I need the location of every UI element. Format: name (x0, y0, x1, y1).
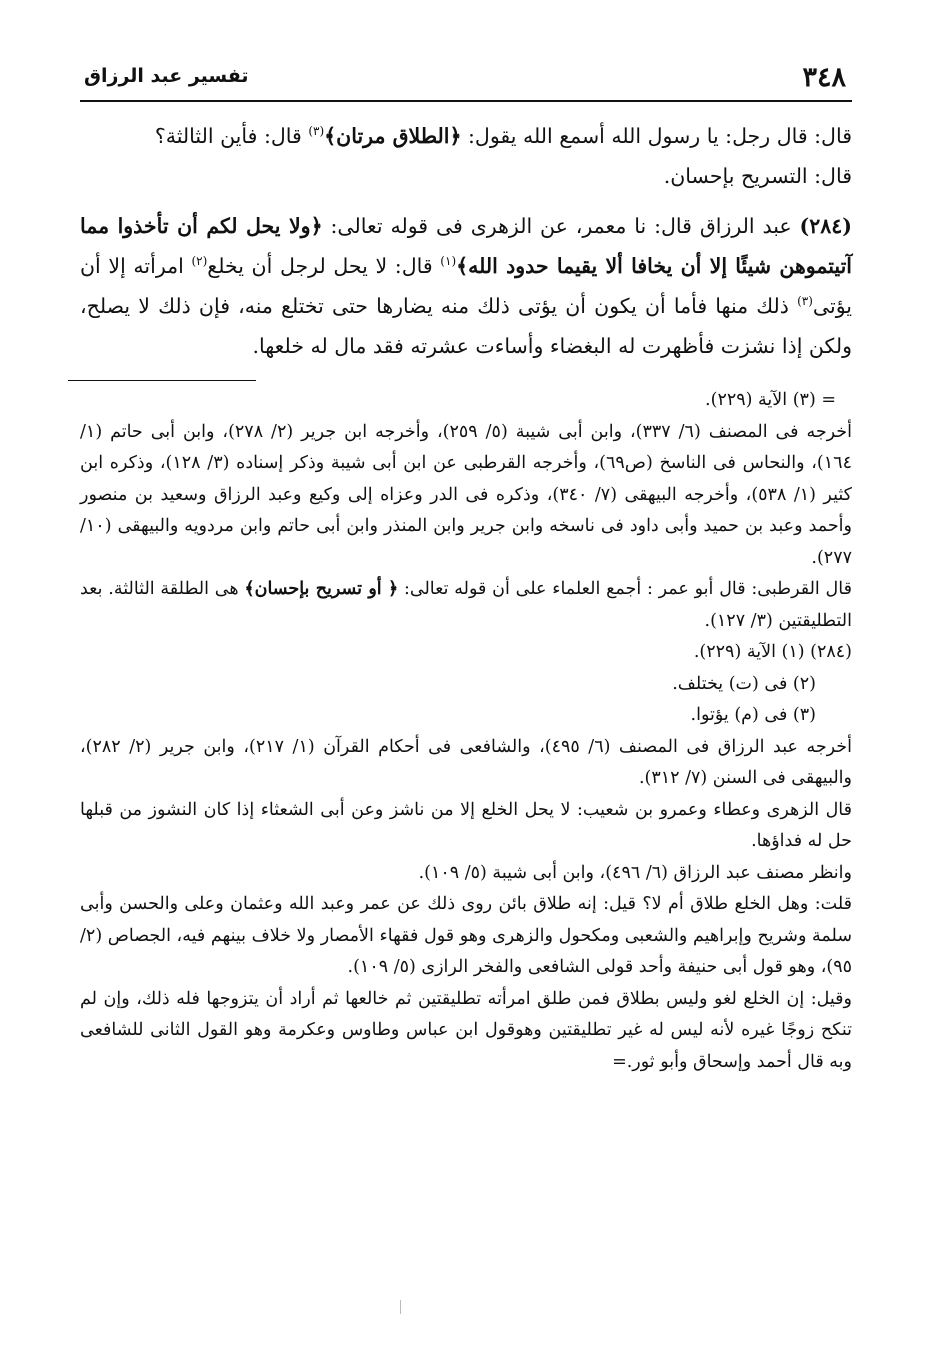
quran-verse: ﴿الطلاق مرتان﴾ (324, 124, 462, 148)
footnote-text: وانظر مصنف عبد الرزاق (٦/ ٤٩٦)، وابن أبى شيبة (٥/ ١٠٩). (418, 862, 852, 883)
main-paragraph-1 (80, 116, 852, 156)
main-text-segment: قال: قال رجل: يا رسول الله أسمع الله يقول: (461, 124, 852, 148)
main-text (80, 116, 852, 366)
main-text-segment: عبد الرزاق قال: نا معمر، عن الزهرى فى قوله تعالى: (322, 214, 800, 238)
hadith-number: (٢٨٤) (799, 214, 852, 238)
page-number: ٣٤٨ (802, 62, 846, 93)
footnote-ref: (١) (440, 254, 457, 269)
scan-mark (400, 1300, 401, 1314)
footnote-ref: (٢) (191, 254, 208, 269)
hadith-paragraph-284 (80, 206, 852, 366)
footnote-heading: (٢) فى (ت) يختلف. (672, 673, 816, 694)
footnote-heading: = (٣) الآية (٢٢٩). (705, 390, 836, 410)
main-paragraph-2 (80, 156, 852, 196)
running-title: تفسير عبد الرزاق (84, 65, 249, 87)
page-header (80, 50, 852, 102)
footnote-segment: قال القرطبى: قال أبو عمر : أجمع العلماء على أن قوله تعالى: (398, 579, 852, 599)
main-text-segment: قال: فأين الثالثة؟ (154, 124, 309, 148)
footnote-heading: (٣) فى (م) يؤتوا. (690, 705, 816, 725)
footnote-text: أخرجه عبد الرزاق فى المصنف (٦/ ٤٩٥)، والشافعى فى أحكام القرآن (١/ ٢١٧)، وابن جرير (٢/ ٢٨٢)، والبيهقى فى السنن (٧/ ٣١٢). (80, 736, 852, 788)
quran-verse: ﴿ولا يحل لكم أن تأخذوا مما آتيتموهن شيئًا إلا أن يخافا ألا يقيما حدود الله﴾ (80, 214, 852, 278)
main-text-segment: قال: لا يحل لرجل أن يخلع (207, 254, 441, 278)
footnote-segment: هى الطلقة الثالثة. بعد التطليقتين (٣/ ١٢٧). (80, 579, 852, 631)
footnote-text: قلت: وهل الخلع طلاق أم لا؟ قيل: إنه طلاق بائن روى ذلك عن عمر وعبد الله وعثمان وعلى والحسن وأبى سلمة وشريح وإبراهيم والشعبى ومكحول والزهرى وهو قول فقهاء الأمصار ولا خلاف بينهم فيه، الجصاص (٢/ ٩٥)، وهو قول أبى حنيفة وأحد قولى الشافعى والفخر الرازى (٥/ ١٠٩). (80, 894, 852, 977)
footnote-text (80, 574, 852, 637)
main-text-segment: ذلك منها فأما أن يكون أن يؤتى ذلك منه يضارها حتى تختلع منه، فإن ذلك لا يصلح، ولكن إذا نشزت فأظهرت له البغضاء وأساءت عشرته فقد مال له خلعها. (80, 294, 852, 358)
footnotes (80, 385, 852, 1078)
footnote-ref: (٣) (797, 294, 813, 309)
main-text-segment: قال: التسريح بإحسان. (663, 164, 852, 188)
footnote-ref: (٣) (308, 124, 325, 139)
quran-verse: ﴿ أو تسريح بإحسان﴾ (244, 579, 399, 599)
main-text-segment: امرأته إلا أن يؤتى (80, 254, 852, 318)
footnote-text: أخرجه فى المصنف (٦/ ٣٣٧)، وابن أبى شيبة (٥/ ٢٥٩)، وأخرجه ابن جرير (٢/ ٢٧٨)، وابن أبى حاتم (١/ ١٦٤)، والنحاس فى الناسخ (ص٦٩)، وأخرجه القرطبى عن ابن أبى شيبة وذكر إسناده (٣/ ١٢٨)، وذكره ابن كثير (١/ ٥٣٨)، وأخرجه البيهقى (٧/ ٣٤٠)، وذكره فى الدر وعزاه إلى وكيع وعبد الرزاق وسعيد بن منصور وأحمد وعبد بن حميد وأبى داود فى ناسخه وابن جرير وابن المنذر وابن أبى حاتم وابن مردويه والبيهقى (١٠/ ٢٧٧). (80, 421, 852, 568)
footnote-text: وقيل: إن الخلع لغو وليس بطلاق فمن طلق امرأته تطليقتين ثم خالعها ثم أراد أن يتزوجها فله ذلك، وإن لم تنكح زوجًا غيره لأنه ليس له غير تطليقتين وهوقول ابن عباس وطاوس وعكرمة وهو القول الثانى للشافعى وبه قال أحمد وإسحاق وأبو ثور.= (80, 988, 852, 1072)
footnote-heading: (٢٨٤) (١) الآية (٢٢٩). (693, 642, 852, 662)
book-page (80, 50, 852, 1078)
footnote-separator (68, 380, 256, 381)
footnote-text: قال الزهرى وعطاء وعمرو بن شعيب: لا يحل الخلع إلا من ناشز وعن أبى الشعثاء إذا كان النشوز من قبلها حل له فداؤها. (80, 799, 852, 851)
